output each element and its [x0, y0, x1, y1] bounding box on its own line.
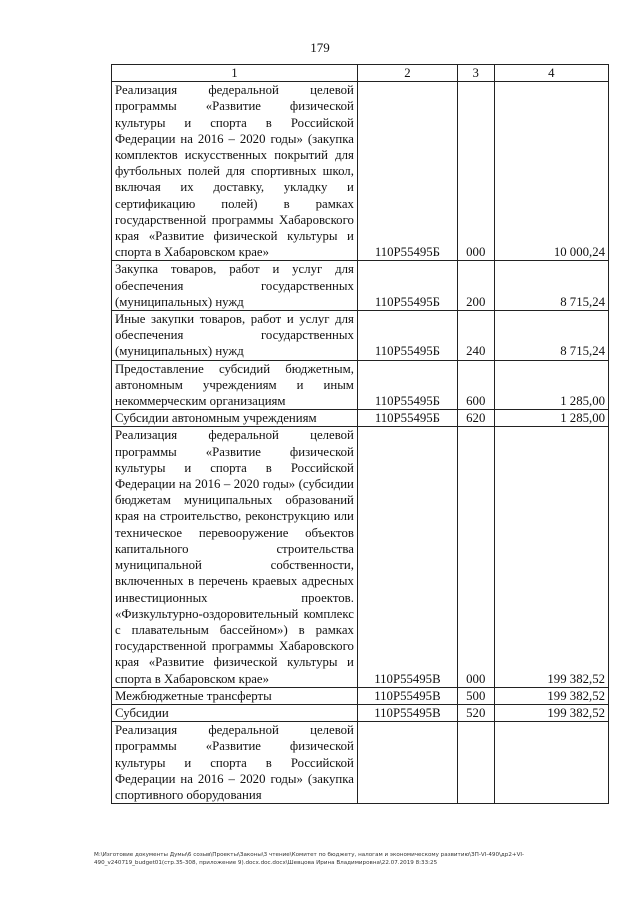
row-amount: 8 715,24 — [494, 261, 608, 311]
row-type — [457, 722, 494, 804]
table-row — [112, 427, 609, 687]
row-name: Межбюджетные трансферты — [112, 687, 358, 704]
row-code: 110P55495В — [357, 704, 457, 721]
row-type: 200 — [457, 261, 494, 311]
row-name: Субсидии — [112, 704, 358, 721]
table-row — [112, 687, 609, 704]
row-code: 110P55495Б — [357, 82, 457, 261]
row-code — [357, 722, 457, 804]
row-name: Закупка товаров, работ и услуг для обеспечения государственных (муниципальных) нужд — [112, 261, 358, 311]
table-row — [112, 722, 609, 804]
budget-table — [111, 64, 609, 804]
row-amount: 199 382,52 — [494, 704, 608, 721]
row-amount: 199 382,52 — [494, 427, 608, 687]
row-name: Иные закупки товаров, работ и услуг для обеспечения государственных (муниципальных) нужд — [112, 311, 358, 361]
row-type: 500 — [457, 687, 494, 704]
row-code: 110P55495Б — [357, 360, 457, 410]
row-type: 240 — [457, 311, 494, 361]
table-row — [112, 360, 609, 410]
row-name: Реализация федеральной целевой программы «Развитие физической культуры и спорта в Российской Федерации на 2016 – 2020 годы» (субсидии бюджетам муниципальных образований края на строительство, реконструкцию или техническое перевооружение объектов капитального строительства муниципальной собственности, включенных в перечень краевых адресных инвестиционных проектов. «Физкультурно-оздоровительный комплекс с плавательным бассейном») в рамках государственной программы Хабаровского края «Развитие физической культуры и спорта в Хабаровском крае» — [112, 427, 358, 687]
table-row — [112, 261, 609, 311]
header-col-4: 4 — [494, 65, 608, 82]
table-row — [112, 410, 609, 427]
row-amount: 1 285,00 — [494, 410, 608, 427]
table-row — [112, 82, 609, 261]
table-header-row — [112, 65, 609, 82]
header-col-3: 3 — [457, 65, 494, 82]
row-amount: 10 000,24 — [494, 82, 608, 261]
row-name: Реализация федеральной целевой программы «Развитие физической культуры и спорта в Российской Федерации на 2016 – 2020 годы» (закупка комплектов искусственных покрытий для футбольных полей для спортивных школ, включая их доставку, укладку и сертификацию полей) в рамках государственной программы Хабаровского края «Развитие физической культуры и спорта в Хабаровском крае» — [112, 82, 358, 261]
table-row — [112, 311, 609, 361]
row-code: 110P55495Б — [357, 311, 457, 361]
file-path-footer: M:\Изготовие документы Думы\6 созыв\Проекты\Законы\3 чтение\Комитет по бюджету, налогам и экономическому развитию\ЗП-VI-490\др2+VI-490_v240719_budget01(стр.35-308, приложение 9).docx.doc.docx\Шевцова Ирина Владимировна\22.07.2019 8:33:25 — [94, 852, 525, 866]
row-code: 110P55495Б — [357, 410, 457, 427]
row-type: 000 — [457, 427, 494, 687]
row-amount: 8 715,24 — [494, 311, 608, 361]
row-name: Предоставление субсидий бюджетным, автономным учреждениям и иным некоммерческим организациям — [112, 360, 358, 410]
row-type: 520 — [457, 704, 494, 721]
row-amount — [494, 722, 608, 804]
row-type: 620 — [457, 410, 494, 427]
row-amount: 199 382,52 — [494, 687, 608, 704]
row-type: 600 — [457, 360, 494, 410]
header-col-1: 1 — [112, 65, 358, 82]
header-col-2: 2 — [357, 65, 457, 82]
row-code: 110P55495В — [357, 427, 457, 687]
row-name: Реализация федеральной целевой программы «Развитие физической культуры и спорта в Российской Федерации на 2016 – 2020 годы» (закупка спортивного оборудования — [112, 722, 358, 804]
row-code: 110P55495В — [357, 687, 457, 704]
table-row — [112, 704, 609, 721]
page-number: 179 — [310, 40, 330, 55]
row-name: Субсидии автономным учреждениям — [112, 410, 358, 427]
row-amount: 1 285,00 — [494, 360, 608, 410]
row-code: 110P55495Б — [357, 261, 457, 311]
row-type: 000 — [457, 82, 494, 261]
